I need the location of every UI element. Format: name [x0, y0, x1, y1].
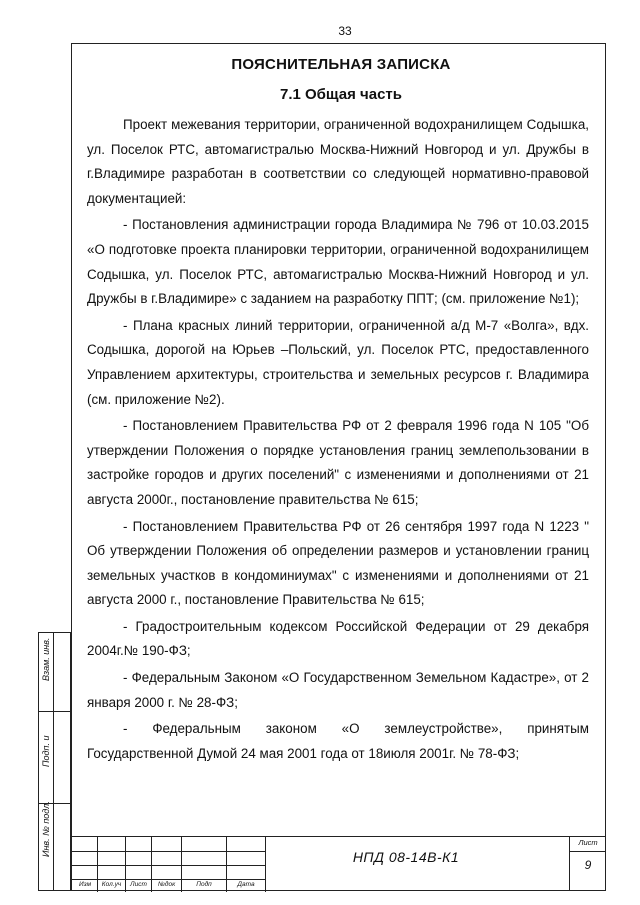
header-list: Лист [130, 881, 147, 888]
side-row-divider [39, 711, 70, 712]
title-block [71, 836, 606, 892]
sheet-label: Лист [578, 838, 598, 847]
side-column-divider [53, 633, 54, 890]
header-kol-uch: Кол.уч [101, 881, 122, 888]
document-code: НПД 08-14В-К1 [352, 849, 460, 865]
header-izm: Изм [78, 881, 92, 888]
header-podp: Подп [196, 881, 212, 888]
body-text [87, 113, 589, 766]
paragraph: - Федеральным законом «О землеустройстве», принятым Государственной Думой 24 мая 2001 года от 18июля 2001г. № 78-ФЗ; [87, 721, 589, 761]
paragraph: - Федеральным Законом «О Государственном Земельном Кадастре», от 2 января 2000 г. № 28-ФЗ; [87, 670, 589, 710]
title-block-grid [71, 837, 265, 892]
paragraph: Проект межевания территории, ограниченной водохранилищем Содышка, ул. Поселок РТС, автомагистралью Москва-Нижний Новгород и ул. Дружбы в г.Владимире разработан в соответствии со следующей нормативно-правовой документацией: [87, 117, 589, 206]
grid-row-line [71, 879, 265, 880]
page-number: 33 [338, 24, 352, 38]
side-label-podp: Подп. и [41, 735, 51, 767]
paragraph: - Постановлением Правительства РФ от 2 февраля 1996 года N 105 "Об утверждении Положения о порядке установления границ землепользовании в застройке городов и других поселений" с изменениями и дополнениями от 21 августа 2000г., постановление правительства № 615; [87, 418, 589, 507]
document-title: ПОЯСНИТЕЛЬНАЯ ЗАПИСКА [231, 56, 451, 73]
section-heading: 7.1 Общая часть [279, 86, 402, 103]
side-label-vzam: Взам. инв. [41, 637, 51, 681]
paragraph: - Постановления администрации города Владимира № 796 от 10.03.2015 «О подготовке проекта планировки территории, ограниченной водохранилищем Содышка, ул. Поселок РТС, автомагистралью Москва-Нижний Новгород и ул. Дружбы в г.Владимире» с заданием на разработку ППТ; (см. приложение №1); [87, 217, 589, 307]
paragraph: - Плана красных линий территории, ограниченной а/д М-7 «Волга», вдх. Содышка, дорогой на Юрьев –Польский, ул. Поселок РТС, предоставленного Управлением архитектуры, строительства и земельных ресурсов г. Владимира (см. приложение №2). [87, 317, 589, 407]
paragraph: - Постановлением Правительства РФ от 26 сентября 1997 года N 1223 " Об утверждении Положения об определении размеров и установлении границ земельных участков в кондоминиумах" с изменениями и дополнениями от 21 августа 2000 г., постановление Правительства № 615; [87, 518, 589, 608]
header-data: Дата [237, 881, 255, 888]
header-ndok: №док [157, 881, 176, 888]
side-stamp-column [38, 632, 71, 891]
sheet-box-divider [570, 851, 606, 852]
paragraph: - Градостроительным кодексом Российской Федерации от 29 декабря 2004г.№ 190-ФЗ; [87, 618, 589, 659]
side-label-inv: Инв. № подл. [41, 801, 51, 857]
sheet-number-box [569, 836, 606, 891]
grid-row-line [71, 851, 265, 852]
grid-col-line [265, 837, 266, 892]
sheet-number: 9 [584, 858, 592, 872]
grid-row-line [71, 865, 265, 866]
